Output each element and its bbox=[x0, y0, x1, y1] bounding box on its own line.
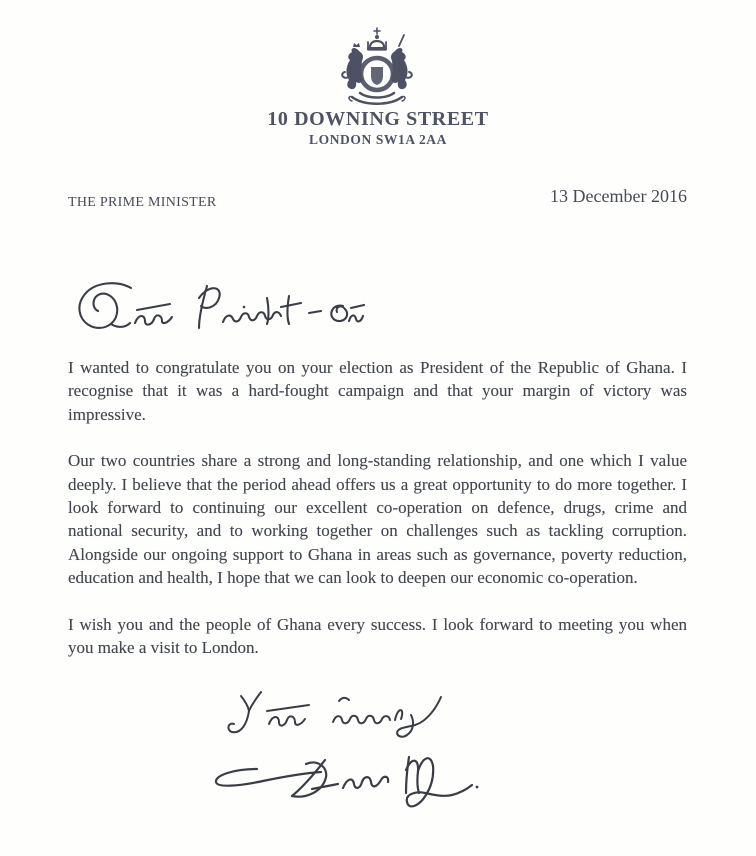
letter-date: 13 December 2016 bbox=[550, 186, 687, 206]
salutation-handwriting bbox=[55, 278, 365, 342]
letter-body bbox=[68, 356, 687, 682]
valediction-handwriting bbox=[215, 688, 485, 750]
royal-coat-of-arms-icon bbox=[334, 27, 422, 109]
sender-title: THE PRIME MINISTER bbox=[68, 195, 217, 210]
paragraph-3: I wish you and the people of Ghana every success. I look forward to meeting you when you make a visit to London. bbox=[68, 614, 687, 658]
paragraph-1: I wanted to congratulate you on your election as President of the Republic of Ghana. I recognise that it was a hard-fought campaign and that your margin of victory was impressive. bbox=[68, 358, 687, 424]
letterhead-street: 10 DOWNING STREET bbox=[267, 108, 489, 130]
paragraph-2: Our two countries share a strong and long-standing relationship, and one which I value deeply. I believe that the period ahead offers us a great opportunity to do more together. I look forward to continuing our excellent co-operation on defence, drugs, crime and national security, and to working together on challenges such as tackling corruption. Alongside our ongoing support to Ghana in areas such as governance, poverty reduction, education and health, I hope that we can look to deepen our economic co-operation. bbox=[68, 451, 687, 588]
signature-handwriting bbox=[195, 743, 485, 843]
letterhead-postcode: LONDON SW1A 2AA bbox=[308, 132, 447, 147]
